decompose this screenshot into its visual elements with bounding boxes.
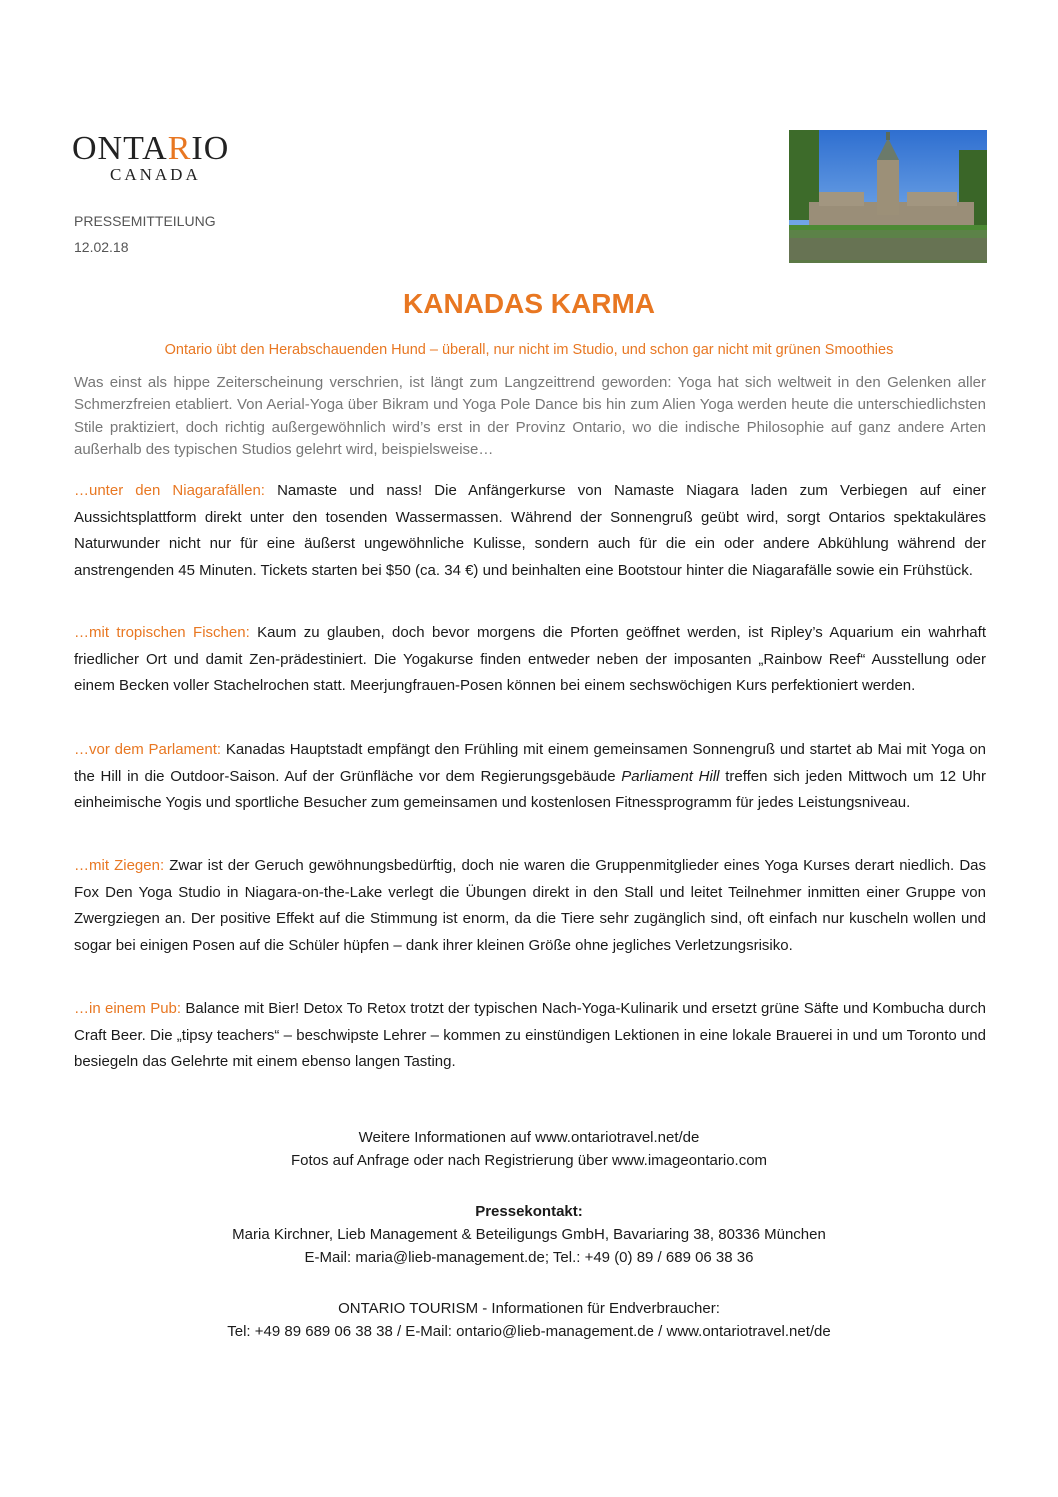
section-lead: …unter den Niagarafällen: — [74, 482, 265, 499]
ontario-canada-logo — [72, 132, 262, 192]
section-text: Kaum zu glauben, doch bevor morgens die Pforten geöffnet werden, ist Ripley’s Aquarium ein wahrhaft friedlicher Ort und damit Zen-prädestiniert. Die Yogakurse finden entweder neben der imposanten „Rainbow Reef“ Ausstellung oder einem Becken voller Stachelrochen statt. Meerjungfrauen-Posen können bei einem sechswöchigen Kurs perfektioniert werden. — [74, 624, 986, 694]
section-text: Namaste und nass! Die Anfängerkurse von Namaste Niagara laden zum Verbiegen auf einer Aussichtsplattform direkt unter den tosenden Wassermassen. Während der Sonnengruß geübt wird, sorgt Ontarios spektakuläres Naturwunder nicht nur für eine äußerst ungewöhnliche Kulisse, sondern auch für die ein oder andere Abkühlung während der anstrengenden 45 Minuten. Tickets starten bei $50 (ca. 34 €) und beinhalten eine Bootstour hinter die Niagarafälle sowie ein Frühstück. — [74, 482, 987, 579]
section-goats — [74, 853, 986, 959]
press-release-date: 12.02.18 — [74, 239, 129, 255]
footer-tourism-block — [0, 1297, 1058, 1343]
page-title: KANADAS KARMA — [403, 288, 655, 319]
footer-info-block — [0, 1126, 1058, 1172]
tourism-heading: ONTARIO TOURISM - Informationen für Endverbraucher: — [338, 1300, 720, 1317]
section-lead: …vor dem Parlament: — [74, 741, 222, 758]
section-text-continued: treffen sich jeden Mittwoch um 12 Uhr einheimische Yogis und sportliche Besucher zum gemeinsamen und kostenlosen Fitnessprogramm für jedes Leistungsniveau. — [74, 767, 986, 811]
footer-photos-line: Fotos auf Anfrage oder nach Registrierung über www.imageontario.com — [290, 1152, 768, 1169]
section-text: Kanadas Hauptstadt empfängt den Frühling mit einem gemeinsamen Sonnengruß und startet ab Mai mit Yoga on the Hill in die Outdoor-Saison. Auf der Grünfläche vor dem Regierungsgebäude — [74, 741, 986, 785]
section-niagara — [74, 478, 986, 584]
contact-email: E-Mail: maria@lieb-management.de; Tel.: +49 (0) 89 / 689 06 38 36 — [304, 1249, 754, 1266]
section-lead: …in einem Pub: — [74, 1000, 182, 1017]
logo-part-a: ONTA — [72, 130, 168, 167]
contact-name: Maria Kirchner, Lieb Management & Beteiligungs GmbH, Bavariaring 38, 80336 München — [232, 1226, 826, 1243]
section-text: Balance mit Bier! Detox To Retox trotzt der typischen Nach-Yoga-Kulinarik und ersetzt grüne Säfte und Kombucha durch Craft Beer. Die „tipsy teachers“ – beschwipste Lehrer – kommen zu einstündigen Lektionen in eine lokale Brauerei in und um Toronto und besiegeln das Gelehrte mit einem ebenso langen Tasting. — [74, 1000, 986, 1070]
logo-wordmark — [72, 132, 229, 166]
footer-info-line: Weitere Informationen auf www.ontariotravel.net/de — [358, 1129, 700, 1146]
section-pub — [74, 996, 986, 1076]
intro-paragraph: Was einst als hippe Zeiterscheinung verschrien, ist längt zum Langzeittrend geworden: Yoga hat sich weltweit in den Gelenken aller Schmerzfreien etabliert. Von Aerial-Yoga über Bikram und Yoga Pole Dance bis hin zum Alien Yoga werden heute die unterschiedlichsten Stile praktiziert, doch richtig außergewöhnlich wird’s erst in der Provinz Ontario, wo die indische Philosophie auf ganz andere Arten außerhalb des typischen Studios gelehrt wird, beispielsweise… — [74, 374, 986, 459]
section-text: Zwar ist der Geruch gewöhnungsbedürftig, doch nie waren die Gruppenmitglieder eines Yoga Kurses derart niedlich. Das Fox Den Yoga Studio in Niagara-on-the-Lake verlegt die Übungen direkt in den Stall und leitet Teilnehmer inmitten einer Gruppe von Zwergziegen an. Der positive Effekt auf die Stimmung ist enorm, da die Tiere sehr zugänglich sind, oft einfach nur kuscheln wollen und sogar bei einigen Posen auf die Schüler hüpfen – dank ihrer kleinen Größe ohne jegliches Verletzungsrisiko. — [74, 857, 986, 954]
section-lead: …mit Ziegen: — [74, 857, 165, 874]
logo-part-b: IO — [191, 130, 230, 167]
section-italic-term: Parliament Hill — [621, 767, 720, 785]
tourism-contact-line: Tel: +49 89 689 06 38 38 / E-Mail: ontario@lieb-management.de / www.ontariotravel.net/de — [227, 1323, 831, 1340]
section-lead: …mit tropischen Fischen: — [74, 624, 250, 641]
logo-leaf-letter: R — [167, 130, 192, 167]
section-aquarium — [74, 620, 986, 700]
footer-contact-block — [0, 1200, 1058, 1269]
parliament-hill-yoga-photo — [789, 130, 987, 263]
page-subtitle: Ontario übt den Herabschauenden Hund – überall, nur nicht im Studio, und schon gar nicht mit grünen Smoothies — [164, 342, 894, 358]
press-release-label: PRESSEMITTEILUNG — [74, 213, 216, 229]
logo-subtitle: CANADA — [110, 165, 201, 184]
section-parliament — [74, 737, 986, 817]
contact-heading: Pressekontakt: — [475, 1203, 583, 1220]
